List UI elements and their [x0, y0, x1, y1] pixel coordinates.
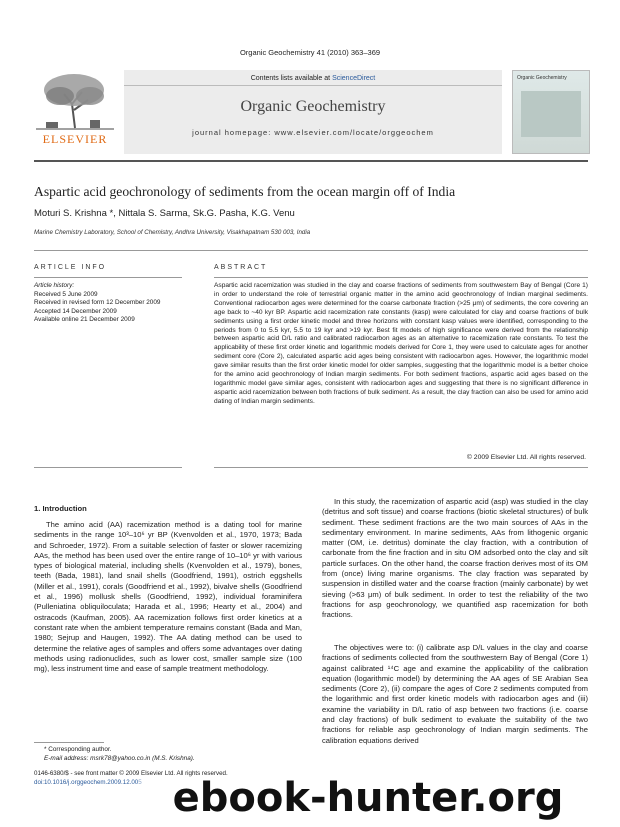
history-label: Article history:: [34, 282, 75, 289]
watermark-text: ebook-hunter.org: [138, 776, 598, 820]
copyright-notice: © 2009 Elsevier Ltd. All rights reserved.: [466, 454, 586, 461]
introduction-paragraph-1: The amino acid (AA) racemization method is a dating tool for marine sediments in the range 10³–10⁶ yr BP (Kvenvolden et al., 1970, 1973; Bada and Schroeder, 1972). From a suitable selection of faster or slower racemizing AAs, the method has been used over the entire range of 10–10⁶ yr with various types of biological material, including shells (Kvenvolden et al., 1979), bones, teeth (Bada, 1981), land snail shells (Goodfriend, 1991), ostrich eggshells (Miller et al., 1991), corals (Goodfriend et al., 1992), bivalve shells (Goodfriend et al., 1996) mollusk shells (Goodfriend, 1992), individual foraminifera (Pulleniatina obliquiloculata; Harada et al., 1996; Hearty et al., 2004) and ostracods (Kaufman, 2005). AA racemization follows first order kinetics at a constant rate when the ambient temperature remains constant (Bada and Man, 1980; Sejrup and Haugen, 1992). The AA dating method can be used to determine the relative ages of samples and offers some advantages over dating methods using radionuclides, such as lower cost, smaller sample size (100 mg), less instrument time and ease of sample treatment methodology.: [34, 520, 302, 674]
abstract-text: Aspartic acid racemization was studied in the clay and coarse fractions of sediments from southwestern Bay of Bengal (Core 1) in order to understand the role of terrestrial organic matter in the amino acid geochronology of Indian marginal sediments. Conventional radiocarbon ages were determined for the coarse carbonate fraction (>25 μm) of sediments, the core covering an age back to ~40 kyr BP. Aspartic acid racemization rate constants (kasp) were calculated for clay and coarse fractions of bulk sediments using a first order kinetic model and three horizons with constant kasp values were identified, corresponding to the periods from 0 to 5.5 kyr, 5.5 to 19 kyr and >19 kyr. Best fit models of high significance were derived from the relationship between aspartic acid D/L ratio and calibrated radiocarbon ages as an alternative to racemization rate constants. To test the applicability of these first order kinetic and logarithmic models derived for Core 1, they were used to calculate ages for another sediment core (Core 2), calculated aspartic acid ages being consistent with radiocarbon ages. However, the logarithmic model gave similar results than the first order kinetic model for older samples, suggesting that the logarithmic model is a better choice for the amino acid geochronology of Indian margin sediments. For both sediment fractions, aspartic acid ages based on the logarithmic model gave similar ages, consistent with radiocarbon ages and suggesting that there is no significant difference in aspartic acid racemization between both fractions of bulk sediment. As a result, the clay fraction can also be used for amino acid dating of Indian margin sediments.: [214, 282, 588, 405]
author-affiliation: Marine Chemistry Laboratory, School of Chemistry, Andhra University, Visakhapatnam 530 003, India: [34, 229, 311, 236]
introduction-paragraph-3: The objectives were to: (i) calibrate asp D/L values in the clay and coarse fractions of sediments collected from the southwestern Bay of Bengal (Core 1) against calibrated ¹⁴C age and examine the applicability of the calibration equation (logarithmic model) by determining the AA ages of SE Arabian Sea sediments (Core 2), (ii) compare the ages of Core 2 sediments computed from the logarithmic and first order kinetic models with radiocarbon ages and (iii) examine the variability in D/L ratio of asp between two fractions (i.e. coarse and clay fractions) of bulk sediment to evaluate the suitability of the two fractions for reliable asp geochronology of Indian margin sediments. The calibration equations derived: [322, 643, 588, 745]
doi-link[interactable]: doi:10.1016/j.orggeochem.2009.12.005: [34, 778, 142, 786]
footnote: [44, 746, 304, 763]
sciencedirect-link[interactable]: ScienceDirect: [332, 75, 376, 82]
article-history: [34, 282, 184, 325]
contents-prefix: Contents lists available at: [250, 75, 333, 82]
elsevier-tree-icon: [34, 70, 116, 132]
author-list: Moturi S. Krishna *, Nittala S. Sarma, Sk.G. Pasha, K.G. Venu: [34, 208, 295, 219]
corresponding-author-note: * Corresponding author.: [44, 746, 112, 753]
cover-image: [521, 91, 581, 137]
introduction-paragraph-2: In this study, the racemization of aspartic acid (asp) was studied in the clay (detritus and soft tissue) and coarse fractions (biotic skeletal structures) of bulk sediment. These sediment fractions are the two main sources of AAs in the sedimentary environment. In marine sediments, AAs from lithogenic organic matter (OM, i.e. detritus) dominate the clay fraction, with a contribution of carbonate from the fine fraction and in situ OM adsorbed onto the clay and silt particle surfaces. On the other hand, the coarse fraction derives most of its OM from (once) living marine organisms. The clay fraction was separated by suspension in distilled water and the coarse fraction (mainly carbonate) by wet sieving (>63 μm) of bulk sediment. In order to test the reliability of the two fractions for asp geochronology, we quantified asp racemization for both fractions.: [322, 497, 588, 620]
introduction-heading: 1. Introduction: [34, 504, 87, 513]
issn-line: 0146-6380/$ - see front matter © 2009 Elsevier Ltd. All rights reserved.: [34, 770, 228, 777]
contents-line: [124, 74, 502, 83]
revised-date: Received in revised form 12 December 2009: [34, 299, 161, 306]
article-info-heading: ARTICLE INFO: [34, 264, 107, 271]
elsevier-logo: [34, 70, 116, 146]
journal-homepage[interactable]: journal homepage: www.elsevier.com/locate/orggeochem: [192, 128, 434, 137]
elsevier-wordmark: ELSEVIER: [42, 132, 108, 146]
journal-citation: Organic Geochemistry 41 (2010) 363–369: [239, 48, 381, 57]
author-email[interactable]: E-mail address: msrk78@yahoo.co.in (M.S. Krishna).: [44, 754, 195, 762]
journal-title: Organic Geochemistry: [240, 98, 386, 115]
received-date: Received 5 June 2009: [34, 290, 98, 298]
article-title: Aspartic acid geochronology of sediments from the ocean margin off of India: [34, 184, 456, 199]
abstract-heading: ABSTRACT: [214, 264, 268, 271]
cover-title: Organic Geochemistry: [517, 75, 567, 81]
online-date: Available online 21 December 2009: [34, 316, 135, 323]
journal-cover: [512, 70, 590, 154]
accepted-date: Accepted 14 December 2009: [34, 307, 117, 315]
